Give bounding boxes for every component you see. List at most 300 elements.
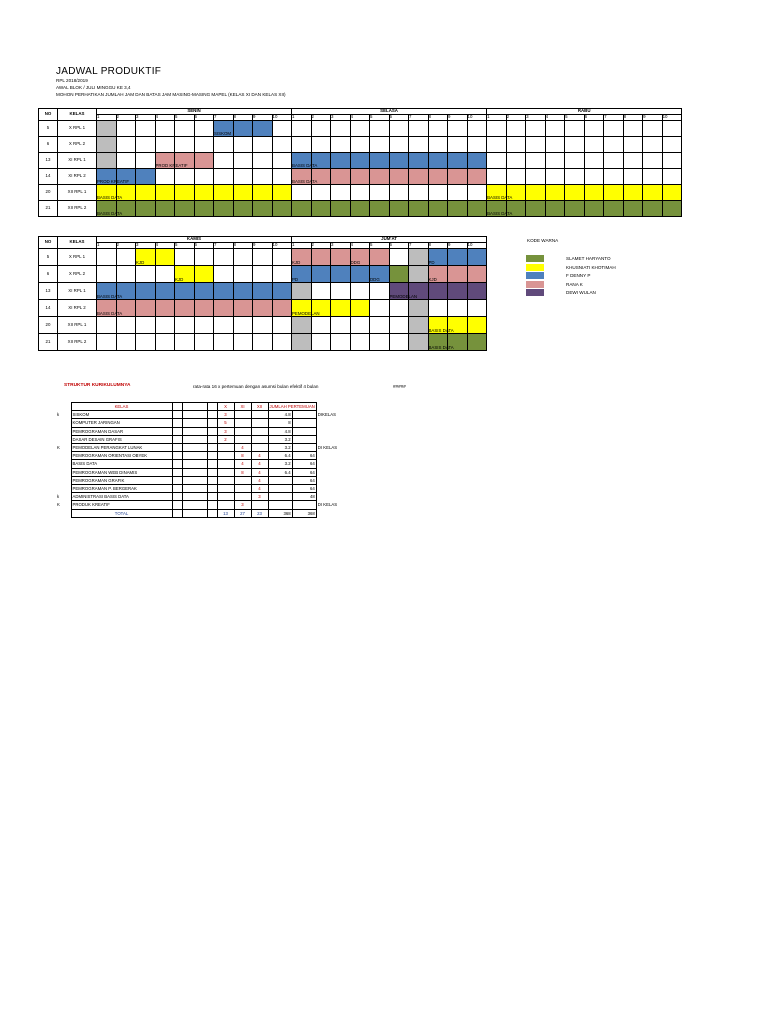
cell <box>56 403 71 411</box>
schedule-cell <box>175 266 195 283</box>
schedule-cell <box>428 185 448 201</box>
hours-xi <box>234 419 251 427</box>
schedule-cell <box>428 137 448 153</box>
hour-number: 7 <box>214 115 234 121</box>
hour-number: 9 <box>448 243 468 249</box>
subject-name: KOMPUTER JARINGAN <box>71 419 172 427</box>
cell <box>316 403 338 411</box>
schedule-cell <box>175 334 195 351</box>
cell <box>182 509 207 517</box>
row-note <box>316 419 338 427</box>
row-no: 6 <box>39 266 58 283</box>
schedule-cell <box>565 121 585 137</box>
day-header: RABU <box>487 109 682 115</box>
schedule-row <box>39 153 682 169</box>
schedule-cell <box>311 137 331 153</box>
schedule-row <box>39 266 487 283</box>
row-note <box>316 460 338 468</box>
schedule-cell <box>350 201 370 217</box>
schedule-cell <box>584 153 604 169</box>
struktur-note: rata-rata 16 x pertemuan dengan asumsi bulan efektif 4 bulan <box>193 384 319 389</box>
schedule-cell <box>292 121 312 137</box>
row-note <box>316 485 338 493</box>
xii-header: XII <box>251 403 268 411</box>
hours-x <box>217 452 234 460</box>
hours-x: 5 <box>217 419 234 427</box>
cell <box>338 435 368 443</box>
schedule-cell <box>604 137 624 153</box>
cell <box>338 419 368 427</box>
schedule-cell <box>136 185 156 201</box>
schedule-cell <box>448 169 468 185</box>
cell <box>207 509 217 517</box>
schedule-cell <box>272 283 292 300</box>
schedule-cell <box>350 300 370 317</box>
schedule-cell <box>545 121 565 137</box>
schedule-cell <box>311 317 331 334</box>
subtitle-week: AWAL BLOK / JULI MINGGU KE 3,4 <box>56 85 131 90</box>
hour-number: 8 <box>428 115 448 121</box>
legend-teacher: DEWI WULAN <box>566 290 596 295</box>
hour-number: 3 <box>331 115 351 121</box>
schedule-cell <box>175 121 195 137</box>
hour-number: 5 <box>565 115 585 121</box>
schedule-cell <box>350 137 370 153</box>
row-kelas: X RPL 2 <box>58 266 97 283</box>
subject-name: BASIS DATA <box>71 460 172 468</box>
schedule-cell <box>643 185 663 201</box>
cell <box>207 444 217 452</box>
schedule-cell <box>370 283 390 300</box>
header-kelas: KELAS <box>58 109 97 121</box>
hour-number: 10 <box>662 115 682 121</box>
schedule-cell <box>409 300 429 317</box>
hour-number: 5 <box>370 115 390 121</box>
schedule-cell <box>214 300 234 317</box>
schedule-row <box>39 121 682 137</box>
row-note <box>316 427 338 435</box>
lesson-label: BASIS DATA <box>97 310 123 316</box>
schedule-cell <box>623 137 643 153</box>
curriculum-row <box>56 444 368 452</box>
cell <box>338 427 368 435</box>
hour-number: 5 <box>175 115 195 121</box>
schedule-cell <box>428 266 448 283</box>
schedule-cell <box>565 185 585 201</box>
row-mark <box>56 435 71 443</box>
schedule-cell <box>233 317 253 334</box>
schedule-cell <box>233 201 253 217</box>
schedule-cell <box>643 169 663 185</box>
subject-name: PEMROGRAMAN WEB DINAMIS <box>71 468 172 476</box>
schedule-cell <box>97 121 117 137</box>
cell <box>182 476 207 484</box>
legend-swatch <box>526 255 544 262</box>
schedule-cell <box>662 185 682 201</box>
hours-xi <box>234 476 251 484</box>
row-no: 14 <box>39 169 58 185</box>
lesson-label: SISKOM <box>214 130 232 136</box>
schedule-cell <box>253 185 273 201</box>
hour-number: 2 <box>311 115 331 121</box>
schedule-cell <box>292 300 320 317</box>
cell <box>172 452 182 460</box>
x-header: X <box>217 403 234 411</box>
row-no: 20 <box>39 185 58 201</box>
schedule-cell <box>194 121 214 137</box>
schedule-cell <box>448 137 468 153</box>
hours-xi: 4 <box>234 444 251 452</box>
hour-number: 3 <box>136 115 156 121</box>
hour-number: 4 <box>545 115 565 121</box>
meetings: 6.4 <box>268 468 292 476</box>
schedule-cell <box>370 169 390 185</box>
schedule-cell <box>292 169 318 185</box>
row-no: 13 <box>39 283 58 300</box>
cell <box>338 403 368 411</box>
schedule-cell <box>253 283 273 300</box>
legend-swatch <box>526 264 544 271</box>
hour-number: 4 <box>155 115 175 121</box>
schedule-cell <box>292 137 312 153</box>
row-kelas: XII RPL 2 <box>58 201 97 217</box>
schedule-cell <box>214 169 234 185</box>
schedule-cell <box>155 300 175 317</box>
schedule-cell <box>467 300 487 317</box>
cell <box>182 493 207 501</box>
schedule-cell <box>428 249 448 266</box>
schedule-cell <box>233 300 253 317</box>
schedule-cell <box>350 185 370 201</box>
schedule-cell <box>155 137 175 153</box>
schedule-cell <box>175 185 195 201</box>
schedule-cell <box>116 137 136 153</box>
schedule-cell <box>584 169 604 185</box>
schedule-cell <box>526 201 546 217</box>
schedule-cell <box>331 300 351 317</box>
curriculum-row <box>56 435 368 443</box>
meetings <box>268 476 292 484</box>
row-kelas: XII RPL 1 <box>58 317 97 334</box>
total-meetings: 64 <box>292 468 316 476</box>
row-note: DIKELAS <box>317 412 336 418</box>
hours-x <box>217 468 234 476</box>
schedule-cell <box>623 201 643 217</box>
subtitle-note: MOHON PERHATIKAN JUMLAH JAM DAN BATAS JAM MASING-MASING MAPEL (KELAS XI DAN KELAS XII) <box>56 92 286 97</box>
schedule-cell <box>272 201 292 217</box>
schedule-cell <box>409 121 429 137</box>
schedule-cell <box>175 300 195 317</box>
schedule-cell <box>370 266 390 283</box>
hour-number: 1 <box>292 243 312 249</box>
cell <box>182 427 207 435</box>
hours-xii <box>251 435 268 443</box>
schedule-cell <box>311 334 331 351</box>
cell <box>182 501 207 509</box>
schedule-cell <box>194 249 214 266</box>
schedule-cell <box>584 121 604 137</box>
schedule-cell <box>214 249 234 266</box>
day-header: SELASA <box>292 109 487 115</box>
row-kelas: XI RPL 2 <box>58 300 97 317</box>
total-meetings <box>292 501 316 509</box>
schedule-cell <box>350 121 370 137</box>
schedule-cell <box>233 121 253 137</box>
schedule-row <box>39 283 487 300</box>
schedule-cell <box>545 153 565 169</box>
curriculum-row <box>56 419 368 427</box>
row-mark: k <box>57 412 60 418</box>
schedule-cell <box>155 121 175 137</box>
schedule-cell <box>136 137 156 153</box>
schedule-cell <box>662 201 682 217</box>
hours-xi <box>234 427 251 435</box>
lesson-label: KJD <box>136 259 145 265</box>
cell <box>207 435 217 443</box>
schedule-cell <box>136 249 156 266</box>
hours-xii: 3 <box>251 493 268 501</box>
schedule-cell <box>155 334 175 351</box>
struktur-title: STRUKTUR KURIKULUMNYA <box>64 383 131 388</box>
schedule-cell <box>194 169 214 185</box>
schedule-cell <box>389 334 409 351</box>
schedule-cell <box>97 266 117 283</box>
hour-number: 3 <box>136 243 156 249</box>
subject-name: PEMROGRAMAN GRAFIK <box>71 476 172 484</box>
schedule-cell <box>389 137 409 153</box>
schedule-cell <box>233 334 253 351</box>
schedule-cell <box>409 266 429 283</box>
hour-number: 7 <box>409 115 429 121</box>
schedule-cell <box>331 283 351 300</box>
hours-xi <box>234 493 251 501</box>
row-mark <box>56 485 71 493</box>
schedule-cell <box>233 153 253 169</box>
hour-number: 5 <box>175 243 195 249</box>
schedule-cell <box>428 283 448 300</box>
schedule-cell <box>623 121 643 137</box>
jumlah-header: JUMLAH PERTEMUAN <box>269 404 315 409</box>
schedule-cell <box>643 153 663 169</box>
hours-xii: 4 <box>251 468 268 476</box>
total-meetings: 48 <box>292 493 316 501</box>
lesson-label: PEMODELAN <box>292 310 320 316</box>
cell <box>172 485 182 493</box>
meetings: 3.2 <box>268 435 292 443</box>
row-kelas: X RPL 1 <box>58 249 97 266</box>
hour-number: 10 <box>272 243 292 249</box>
row-kelas: XII RPL 1 <box>58 185 97 201</box>
schedule-cell <box>467 283 487 300</box>
hour-number: 9 <box>253 243 273 249</box>
schedule-cell <box>97 334 117 351</box>
subject-name: PEMROGRAMAN ORIENTASI OBYEK <box>71 452 172 460</box>
hour-number: 9 <box>253 115 273 121</box>
schedule-row <box>39 300 487 317</box>
row-mark <box>56 452 71 460</box>
row-mark <box>56 427 71 435</box>
cell <box>182 468 207 476</box>
legend-teacher: KHUSNIATI KHOTIMAH <box>566 264 616 270</box>
schedule-cell <box>214 201 234 217</box>
schedule-cell <box>194 266 214 283</box>
hour-number: 7 <box>409 243 429 249</box>
cell <box>182 460 207 468</box>
schedule-cell <box>604 121 624 137</box>
schedule-cell <box>233 137 253 153</box>
curriculum-total-row <box>56 509 368 517</box>
schedule-cell <box>214 121 234 137</box>
schedule-row <box>39 201 682 217</box>
schedule-cell <box>292 334 312 351</box>
legend-title: KODE WARNA <box>527 238 559 243</box>
curriculum-row <box>56 493 368 501</box>
cell <box>182 435 207 443</box>
schedule-cell <box>526 185 546 201</box>
curriculum-row <box>56 427 368 435</box>
schedule-cell <box>506 121 526 137</box>
hour-number: 1 <box>97 115 117 121</box>
schedule-cell <box>292 153 318 169</box>
schedule-cell <box>584 201 604 217</box>
cell <box>172 476 182 484</box>
hour-number: 5 <box>370 243 390 249</box>
schedule-cell <box>331 249 351 266</box>
schedule-cell <box>428 121 448 137</box>
schedule-cell <box>467 153 487 169</box>
schedule-cell <box>311 266 331 283</box>
cell <box>338 485 368 493</box>
schedule-cell <box>487 201 513 217</box>
row-note <box>316 452 338 460</box>
cell <box>338 444 368 452</box>
cell <box>172 501 182 509</box>
schedule-cell <box>331 266 351 283</box>
curriculum-row <box>56 452 368 460</box>
schedule-cell <box>116 317 136 334</box>
schedule-cell <box>565 169 585 185</box>
row-note <box>316 476 338 484</box>
hours-xi: 8 <box>234 468 251 476</box>
schedule-cell <box>545 185 565 201</box>
meetings: 4.8 <box>268 411 292 419</box>
schedule-cell <box>272 153 292 169</box>
total-x: 13 <box>217 509 234 517</box>
schedule-cell <box>97 249 117 266</box>
schedule-cell <box>272 334 292 351</box>
schedule-row <box>39 334 487 351</box>
hours-x <box>217 485 234 493</box>
schedule-cell <box>526 121 546 137</box>
total-tot: 368 <box>292 509 316 517</box>
subject-name: SISKOM <box>71 411 172 419</box>
schedule-cell <box>467 121 487 137</box>
header-kelas: KELAS <box>58 237 97 249</box>
row-note: DI KELAS <box>317 445 338 451</box>
schedule-cell <box>331 185 351 201</box>
hour-number: 9 <box>448 115 468 121</box>
cell <box>338 509 368 517</box>
schedule-cell <box>233 283 253 300</box>
row-no: 5 <box>39 249 58 266</box>
row-no: 20 <box>39 317 58 334</box>
lesson-label: BASIS DATA <box>292 178 318 184</box>
schedule-cell <box>292 266 312 283</box>
schedule-table-mon-wed <box>38 108 682 217</box>
row-note <box>316 468 338 476</box>
row-no: 21 <box>39 201 58 217</box>
schedule-cell <box>214 185 234 201</box>
cell <box>338 468 368 476</box>
schedule-cell <box>155 266 175 283</box>
hours-xi <box>234 485 251 493</box>
schedule-cell <box>194 137 214 153</box>
schedule-cell <box>662 169 682 185</box>
schedule-cell <box>370 153 390 169</box>
hours-xii <box>251 501 268 509</box>
schedule-cell <box>136 121 156 137</box>
schedule-cell <box>155 317 175 334</box>
curriculum-row <box>56 501 368 509</box>
cell <box>338 460 368 468</box>
row-note <box>316 493 338 501</box>
cell <box>172 509 182 517</box>
schedule-cell <box>116 266 136 283</box>
schedule-cell <box>272 121 292 137</box>
hours-xii <box>251 411 268 419</box>
schedule-cell <box>662 153 682 169</box>
schedule-cell <box>467 317 487 334</box>
schedule-cell <box>389 249 409 266</box>
total-label: TOTAL <box>71 509 172 517</box>
schedule-cell <box>155 249 175 266</box>
schedule-cell <box>194 153 214 169</box>
schedule-cell <box>506 169 526 185</box>
meetings <box>268 501 292 509</box>
schedule-cell <box>272 266 292 283</box>
cell <box>56 509 71 517</box>
hours-xi <box>234 411 251 419</box>
lesson-label: BASIS DATA <box>428 327 454 333</box>
schedule-cell <box>487 121 507 137</box>
schedule-cell <box>623 169 643 185</box>
schedule-cell <box>97 137 117 153</box>
cell <box>207 493 217 501</box>
cell <box>182 485 207 493</box>
schedule-cell <box>370 334 390 351</box>
total-xi: 27 <box>234 509 251 517</box>
schedule-cell <box>116 121 136 137</box>
schedule-cell <box>272 185 292 201</box>
total-meetings: 64 <box>292 485 316 493</box>
schedule-cell <box>487 185 513 201</box>
schedule-cell <box>97 283 123 300</box>
schedule-cell <box>155 201 175 217</box>
curriculum-row <box>56 460 368 468</box>
hour-number: 8 <box>233 115 253 121</box>
schedule-cell <box>662 137 682 153</box>
schedule-cell <box>350 283 370 300</box>
schedule-cell <box>97 201 123 217</box>
schedule-cell <box>370 137 390 153</box>
lesson-label: BASIS DATA <box>97 293 123 299</box>
schedule-cell <box>272 317 292 334</box>
row-kelas: X RPL 2 <box>58 137 97 153</box>
hour-number: 3 <box>331 243 351 249</box>
struktur-hash: ##### <box>393 384 406 389</box>
schedule-cell <box>565 153 585 169</box>
schedule-cell <box>136 283 156 300</box>
